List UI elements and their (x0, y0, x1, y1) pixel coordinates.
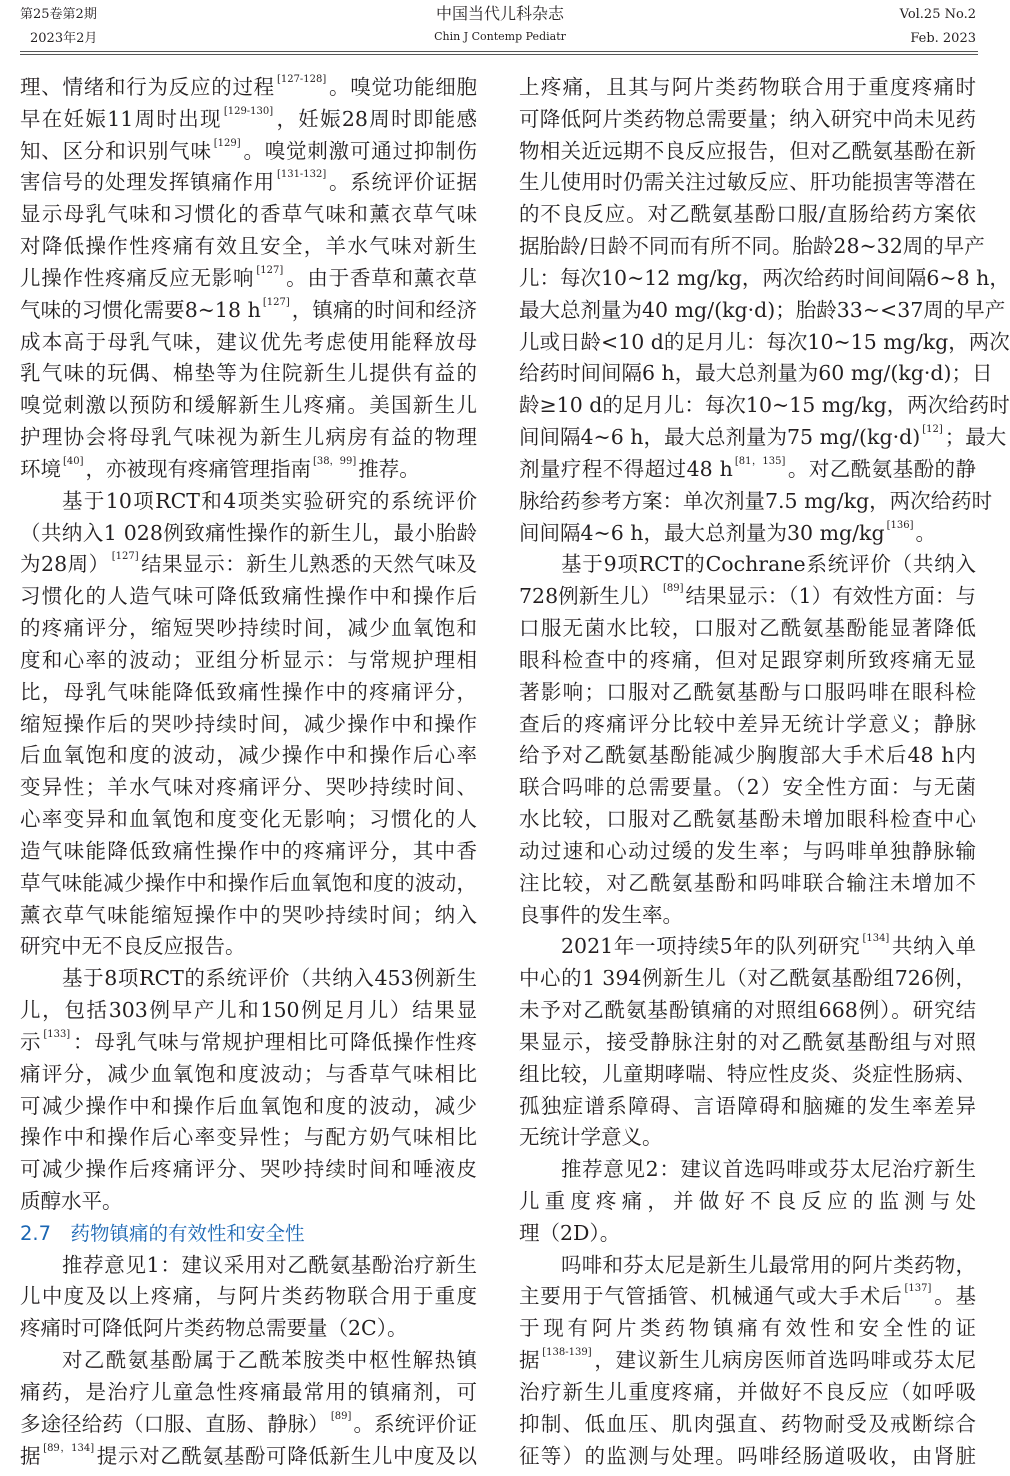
text-segment: ，镇痛的时间和经济 (291, 297, 478, 322)
citation-superscript: [127] (262, 296, 290, 308)
text-segment: 孤独症谱系障碍、言语障碍和脑瘫的发生率差异 (519, 1093, 976, 1118)
text-line (20, 645, 477, 677)
text-line (519, 1154, 976, 1186)
text-segment: 治疗新生儿重度疼痛，并做好不良反应（如呼吸 (519, 1379, 976, 1404)
text-line (519, 613, 976, 645)
volume-issue-en: Vol.25 No.2 (899, 7, 976, 22)
text-line (519, 836, 976, 868)
journal-title-en: Chin J Contemp Pediatr (434, 30, 566, 43)
text-line (519, 518, 976, 550)
text-line (519, 581, 976, 613)
text-line (20, 804, 477, 836)
text-line (20, 995, 477, 1027)
text-line (20, 772, 477, 804)
text-segment: 联合吗啡的总需要量。（2）安全性方面：与无菌 (519, 775, 976, 800)
text-segment: 基于10项RCT和4项类实验研究的系统评价 (62, 488, 477, 513)
text-segment: 动过速和心动过缓的发生率；与吗啡单独静脉输 (519, 838, 976, 863)
header-rule-top (20, 51, 978, 52)
text-line (20, 1154, 477, 1186)
text-segment: 据 (519, 1348, 541, 1373)
text-segment: 良事件的发生率。 (519, 902, 683, 927)
text-line (519, 1377, 976, 1409)
text-segment: 推荐意见2：建议首选吗啡或芬太尼治疗新生 (561, 1157, 976, 1182)
text-line (519, 136, 976, 168)
text-segment: 脉给药参考方案：单次剂量7.5 mg/kg，两次给药时 (519, 488, 993, 513)
text-segment: 查后的疼痛评分比较中差异无统计学意义；静脉 (519, 711, 976, 736)
text-segment: 。 (915, 520, 936, 545)
text-segment: 吗啡和芬太尼是新生儿最常用的阿片类药物， (561, 1252, 976, 1277)
text-segment: 可降低阿片类药物总需要量；纳入研究中尚未见药 (519, 106, 976, 131)
journal-title-cn: 中国当代儿科杂志 (435, 4, 564, 23)
text-segment: 眼科检查中的疼痛，但对足跟穿刺所致疼痛无显 (519, 647, 976, 672)
text-segment: 气味的习惯化需要8~18 h (20, 297, 261, 322)
text-segment: 中心的1 394例新生儿（对乙酰氨基酚组726例， (519, 966, 976, 991)
text-segment: 据胎龄/日龄不同而有所不同。胎龄28~32周的早产 (519, 234, 985, 259)
right-column (519, 72, 1010, 1472)
text-line (20, 1409, 477, 1441)
text-line (20, 709, 477, 741)
text-segment: 缩短操作后的哭吵持续时间，减少操作中和操作 (20, 711, 477, 736)
citation-superscript: [81，135] (734, 455, 786, 467)
text-segment: 可减少操作中和操作后血氧饱和度的波动，减少 (20, 1093, 477, 1118)
text-line (519, 104, 976, 136)
text-line (519, 327, 1010, 359)
text-line (20, 72, 477, 104)
text-line (20, 1122, 477, 1154)
text-segment: 的不良反应。对乙酰氨基酚口服/直肠给药方案依 (519, 202, 976, 227)
text-line (519, 995, 976, 1027)
citation-superscript: [38，99] (313, 455, 357, 467)
volume-issue-cn: 第25卷第2期 (20, 7, 97, 22)
text-segment: 口服无菌水比较，口服对乙酰氨基酚能显著降低 (519, 616, 976, 641)
text-segment: 物相关近远期不良反应报告，但对乙酰氨基酚在新 (519, 138, 976, 163)
text-segment: 儿操作性疼痛反应无影响 (20, 265, 255, 290)
text-line (519, 677, 976, 709)
text-segment: （共纳入1 028例致痛性操作的新生儿，最小胎龄 (20, 520, 477, 545)
text-line (519, 1059, 976, 1091)
text-segment: 知、区分和识别气味 (20, 138, 212, 163)
text-line (20, 1281, 477, 1313)
text-segment: 728例新生儿） (519, 584, 661, 609)
text-segment: 环境 (20, 456, 61, 481)
citation-superscript: [127] (111, 551, 139, 563)
text-segment: 给药时间间隔6 h，最大总剂量为60 mg/(kg·d)；日 (519, 361, 993, 386)
text-line (20, 390, 477, 422)
text-line (20, 358, 477, 390)
text-line (20, 295, 477, 327)
text-segment: 。嗅觉刺激可通过抑制伤 (242, 138, 478, 163)
text-line (20, 900, 477, 932)
text-segment: 水比较，口服对乙酰氨基酚未增加眼科检查中心 (519, 807, 976, 832)
text-segment: 果显示，接受静脉注射的对乙酰氨基酚组与对照 (519, 1029, 976, 1054)
citation-superscript: [133] (43, 1028, 71, 1040)
text-segment: ，建议新生儿病房医师首选吗啡或芬太尼 (593, 1348, 977, 1373)
text-segment: 操作中和操作后心率变异性；与配方奶气味相比 (20, 1125, 477, 1150)
text-segment: 。系统评价证据 (328, 170, 478, 195)
text-segment: 对乙酰氨基酚属于乙酰苯胺类中枢性解热镇 (62, 1348, 477, 1373)
text-line (519, 709, 976, 741)
citation-superscript: [89] (330, 1410, 352, 1422)
text-segment: 注比较，对乙酰氨基酚和吗啡联合输注未增加不 (519, 870, 976, 895)
text-line (20, 868, 477, 900)
text-line (519, 167, 976, 199)
text-segment: ：母乳气味与常规护理相比可降低操作性疼 (72, 1029, 478, 1054)
date-en: Feb. 2023 (910, 31, 976, 46)
text-segment: 心率变异和血氧饱和度变化无影响；习惯化的人 (20, 807, 477, 832)
text-segment: 草气味能减少操作中和操作后血氧饱和度的波动， (20, 870, 477, 895)
text-line (519, 900, 976, 932)
text-line (20, 136, 477, 168)
text-segment: 龄≥10 d的足月儿：每次10~15 mg/kg，两次给药时 (519, 393, 1010, 418)
text-line (519, 1345, 976, 1377)
text-segment: 儿中度及以上疼痛，与阿片类药物联合用于重度 (20, 1284, 477, 1309)
text-segment: 间间隔4~6 h，最大总剂量为30 mg/kg (519, 520, 885, 545)
text-segment: 主要用于气管插管、机械通气或大手术后 (519, 1284, 903, 1309)
text-segment: 最大总剂量为40 mg/(kg·d)；胎龄33~<37周的早产 (519, 297, 1006, 322)
text-line (20, 1059, 477, 1091)
date-cn: 2023年2月 (30, 31, 98, 46)
text-line (519, 199, 976, 231)
text-line (20, 581, 477, 613)
text-line (519, 454, 976, 486)
text-line (20, 963, 477, 995)
text-segment: 未予对乙酰氨基酚镇痛的对照组668例）。研究结 (519, 998, 976, 1023)
text-segment: 痛评分，减少血氧饱和度波动；与香草气味相比 (20, 1061, 477, 1086)
text-line (519, 645, 976, 677)
text-segment: 成本高于母乳气味，建议优先考虑使用能释放母 (20, 329, 477, 354)
text-line (519, 422, 1007, 454)
text-segment: 共纳入单 (891, 934, 977, 959)
text-segment: 给予对乙酰氨基酚能减少胸腹部大手术后48 h内 (519, 743, 976, 768)
text-segment: 嗅觉刺激以预防和缓解新生儿疼痛。美国新生儿 (20, 393, 477, 418)
text-line (20, 677, 477, 709)
text-segment: 的疼痛评分，缩短哭吵持续时间，减少血氧饱和 (20, 616, 477, 641)
text-segment: 显示母乳气味和习惯化的香草气味和薰衣草气味 (20, 202, 477, 227)
text-line (20, 1345, 477, 1377)
citation-superscript: [137] (904, 1283, 932, 1295)
text-segment: 变异性；羊水气味对疼痛评分、哭吵持续时间、 (20, 775, 477, 800)
text-line (519, 1122, 976, 1154)
text-line (519, 263, 1010, 295)
text-line (519, 549, 976, 581)
text-line (519, 868, 976, 900)
text-line (519, 1281, 976, 1313)
citation-superscript: [89] (662, 583, 684, 595)
text-segment: 理（2D）。 (519, 1220, 621, 1245)
text-line (20, 518, 477, 550)
text-line (519, 1027, 976, 1059)
text-line (519, 295, 1006, 327)
text-segment: 度和心率的波动；亚组分析显示：与常规护理相 (20, 647, 477, 672)
text-segment: 示 (20, 1029, 42, 1054)
text-segment: 害信号的处理发挥镇痛作用 (20, 170, 275, 195)
text-line (519, 772, 976, 804)
text-segment: 研究中无不良反应报告。 (20, 934, 246, 959)
text-line (519, 1250, 976, 1282)
text-line (20, 613, 477, 645)
text-segment: ，亦被现有疼痛管理指南 (85, 456, 312, 481)
text-segment: 推荐意见1：建议采用对乙酰氨基酚治疗新生 (62, 1252, 477, 1277)
text-line (20, 167, 477, 199)
citation-superscript: [127-128] (276, 74, 327, 85)
text-segment: 组比较，儿童期哮喘、特应性皮炎、炎症性肠病、 (519, 1061, 976, 1086)
text-segment: 习惯化的人造气味可降低致痛性操作中和操作后 (20, 584, 477, 609)
citation-superscript: [136] (886, 519, 914, 531)
text-segment: 基于8项RCT的系统评价（共纳入453例新生 (62, 966, 477, 991)
text-line (20, 931, 477, 963)
text-line (519, 1409, 976, 1441)
text-line (20, 327, 477, 359)
text-segment: 疼痛时可降低阿片类药物总需要量（2C）。 (20, 1316, 408, 1341)
text-line (20, 836, 477, 868)
text-line (519, 1313, 976, 1345)
text-segment: 后血氧饱和度的波动，减少操作中和操作后心率 (20, 743, 477, 768)
text-segment: 。基 (933, 1284, 977, 1309)
text-line (519, 1441, 976, 1473)
text-line (20, 1091, 477, 1123)
text-line (519, 72, 976, 104)
text-segment: 乳气味的玩偶、棉垫等为住院新生儿提供有益的 (20, 361, 477, 386)
text-line (519, 1186, 976, 1218)
text-segment: 早在妊娠11周时出现 (20, 106, 222, 131)
text-segment: 质醇水平。 (20, 1188, 123, 1213)
text-line (519, 390, 1010, 422)
text-line (20, 1250, 477, 1282)
citation-superscript: [129-130] (223, 105, 274, 117)
text-segment: 。系统评价证 (353, 1411, 477, 1436)
citation-superscript: [12] (922, 424, 943, 436)
text-segment: 提示对乙酰氨基酚可降低新生儿中度及以 (96, 1443, 478, 1468)
text-line (519, 804, 976, 836)
text-segment: 著影响；口服对乙酰氨基酚与口服吗啡在眼科检 (519, 679, 976, 704)
text-line (20, 1377, 477, 1409)
text-segment: 征等）的监测与处理。吗啡经肠道吸收，由肾脏 (519, 1443, 976, 1468)
text-line (519, 486, 993, 518)
text-line (20, 1186, 477, 1218)
text-line (20, 454, 477, 486)
text-line (20, 1027, 477, 1059)
text-segment: 理、情绪和行为反应的过程 (20, 75, 275, 99)
text-segment: 护理协会将母乳气味视为新生儿病房有益的物理 (20, 425, 477, 450)
text-segment: 。由于香草和薰衣草 (285, 265, 478, 290)
text-segment: 据 (20, 1443, 42, 1468)
text-segment: 2021年一项持续5年的队列研究 (561, 934, 861, 959)
text-segment: 儿重度疼痛，并做好不良反应的监测与处 (519, 1188, 976, 1213)
left-column (20, 72, 477, 1472)
text-line (519, 1218, 976, 1250)
text-segment: 多途径给药（口服、直肠、静脉） (20, 1411, 329, 1436)
text-segment: 2.7 药物镇痛的有效性和安全性 (20, 1221, 305, 1245)
text-line (519, 740, 976, 772)
text-segment: 结果显示：新生儿熟悉的天然气味及 (140, 552, 478, 577)
text-segment: 于现有阿片类药物镇痛有效性和安全性的证 (519, 1316, 976, 1341)
text-segment: 上疼痛，且其与阿片类药物联合用于重度疼痛时 (519, 75, 976, 99)
text-segment: 儿：每次10~12 mg/kg，两次给药时间间隔6~8 h， (519, 265, 1010, 290)
text-segment: 生儿使用时仍需关注过敏反应、肝功能损害等潜在 (519, 170, 976, 195)
text-segment: 对降低操作性疼痛有效且安全，羊水气味对新生 (20, 234, 477, 259)
text-segment: 比，母乳气味能降低致痛性操作中的疼痛评分， (20, 679, 477, 704)
text-line (20, 486, 477, 518)
text-segment: 抑制、低血压、肌肉强直、药物耐受及戒断综合 (519, 1411, 976, 1436)
text-segment: ；最大 (944, 425, 1007, 450)
text-line (519, 358, 993, 390)
text-segment: 可减少操作后疼痛评分、哭吵持续时间和唾液皮 (20, 1157, 477, 1182)
header-rule-bottom (20, 54, 978, 55)
citation-superscript: [129] (213, 137, 241, 149)
citation-superscript: [134] (862, 933, 890, 945)
citation-superscript: [89，134] (43, 1442, 95, 1454)
text-segment: 。对乙酰氨基酚的静 (787, 456, 976, 481)
text-line (20, 740, 477, 772)
text-segment: 痛药，是治疗儿童急性疼痛最常用的镇痛剂，可 (20, 1379, 477, 1404)
text-segment: 儿，包括303例早产儿和150例足月儿）结果显 (20, 998, 477, 1023)
text-segment: 儿或日龄<10 d的足月儿：每次10~15 mg/kg，两次 (519, 329, 1010, 354)
text-segment: 。嗅觉功能细胞 (328, 75, 478, 99)
citation-superscript: [138-139] (542, 1347, 592, 1359)
text-segment: ，妊娠28周时即能感 (275, 106, 477, 131)
text-line (519, 931, 976, 963)
text-line (20, 549, 477, 581)
citation-superscript: [40] (63, 455, 84, 467)
text-segment: 无统计学意义。 (519, 1125, 663, 1150)
section-heading (20, 1218, 477, 1250)
text-line (519, 1091, 976, 1123)
text-segment: 结果显示：（1）有效性方面：与 (685, 584, 976, 609)
text-segment: 推荐。 (358, 456, 420, 481)
text-line (20, 231, 477, 263)
citation-superscript: [127] (256, 264, 284, 276)
text-line (519, 231, 985, 263)
text-line (20, 422, 477, 454)
text-segment: 基于9项RCT的Cochrane系统评价（共纳入 (561, 552, 976, 577)
text-segment: 为28周） (20, 552, 110, 577)
text-segment: 造气味能降低致痛性操作中的疼痛评分，其中香 (20, 838, 477, 863)
text-line (20, 199, 477, 231)
text-line (20, 1441, 477, 1473)
text-line (20, 1313, 477, 1345)
text-segment: 间间隔4~6 h，最大总剂量为75 mg/(kg·d) (519, 425, 921, 450)
text-line (519, 963, 976, 995)
text-segment: 薰衣草气味能缩短操作中的哭吵持续时间；纳入 (20, 902, 477, 927)
citation-superscript: [131-132] (276, 169, 327, 181)
text-segment: 剂量疗程不得超过48 h (519, 456, 733, 481)
text-line (20, 104, 477, 136)
text-line (20, 263, 477, 295)
